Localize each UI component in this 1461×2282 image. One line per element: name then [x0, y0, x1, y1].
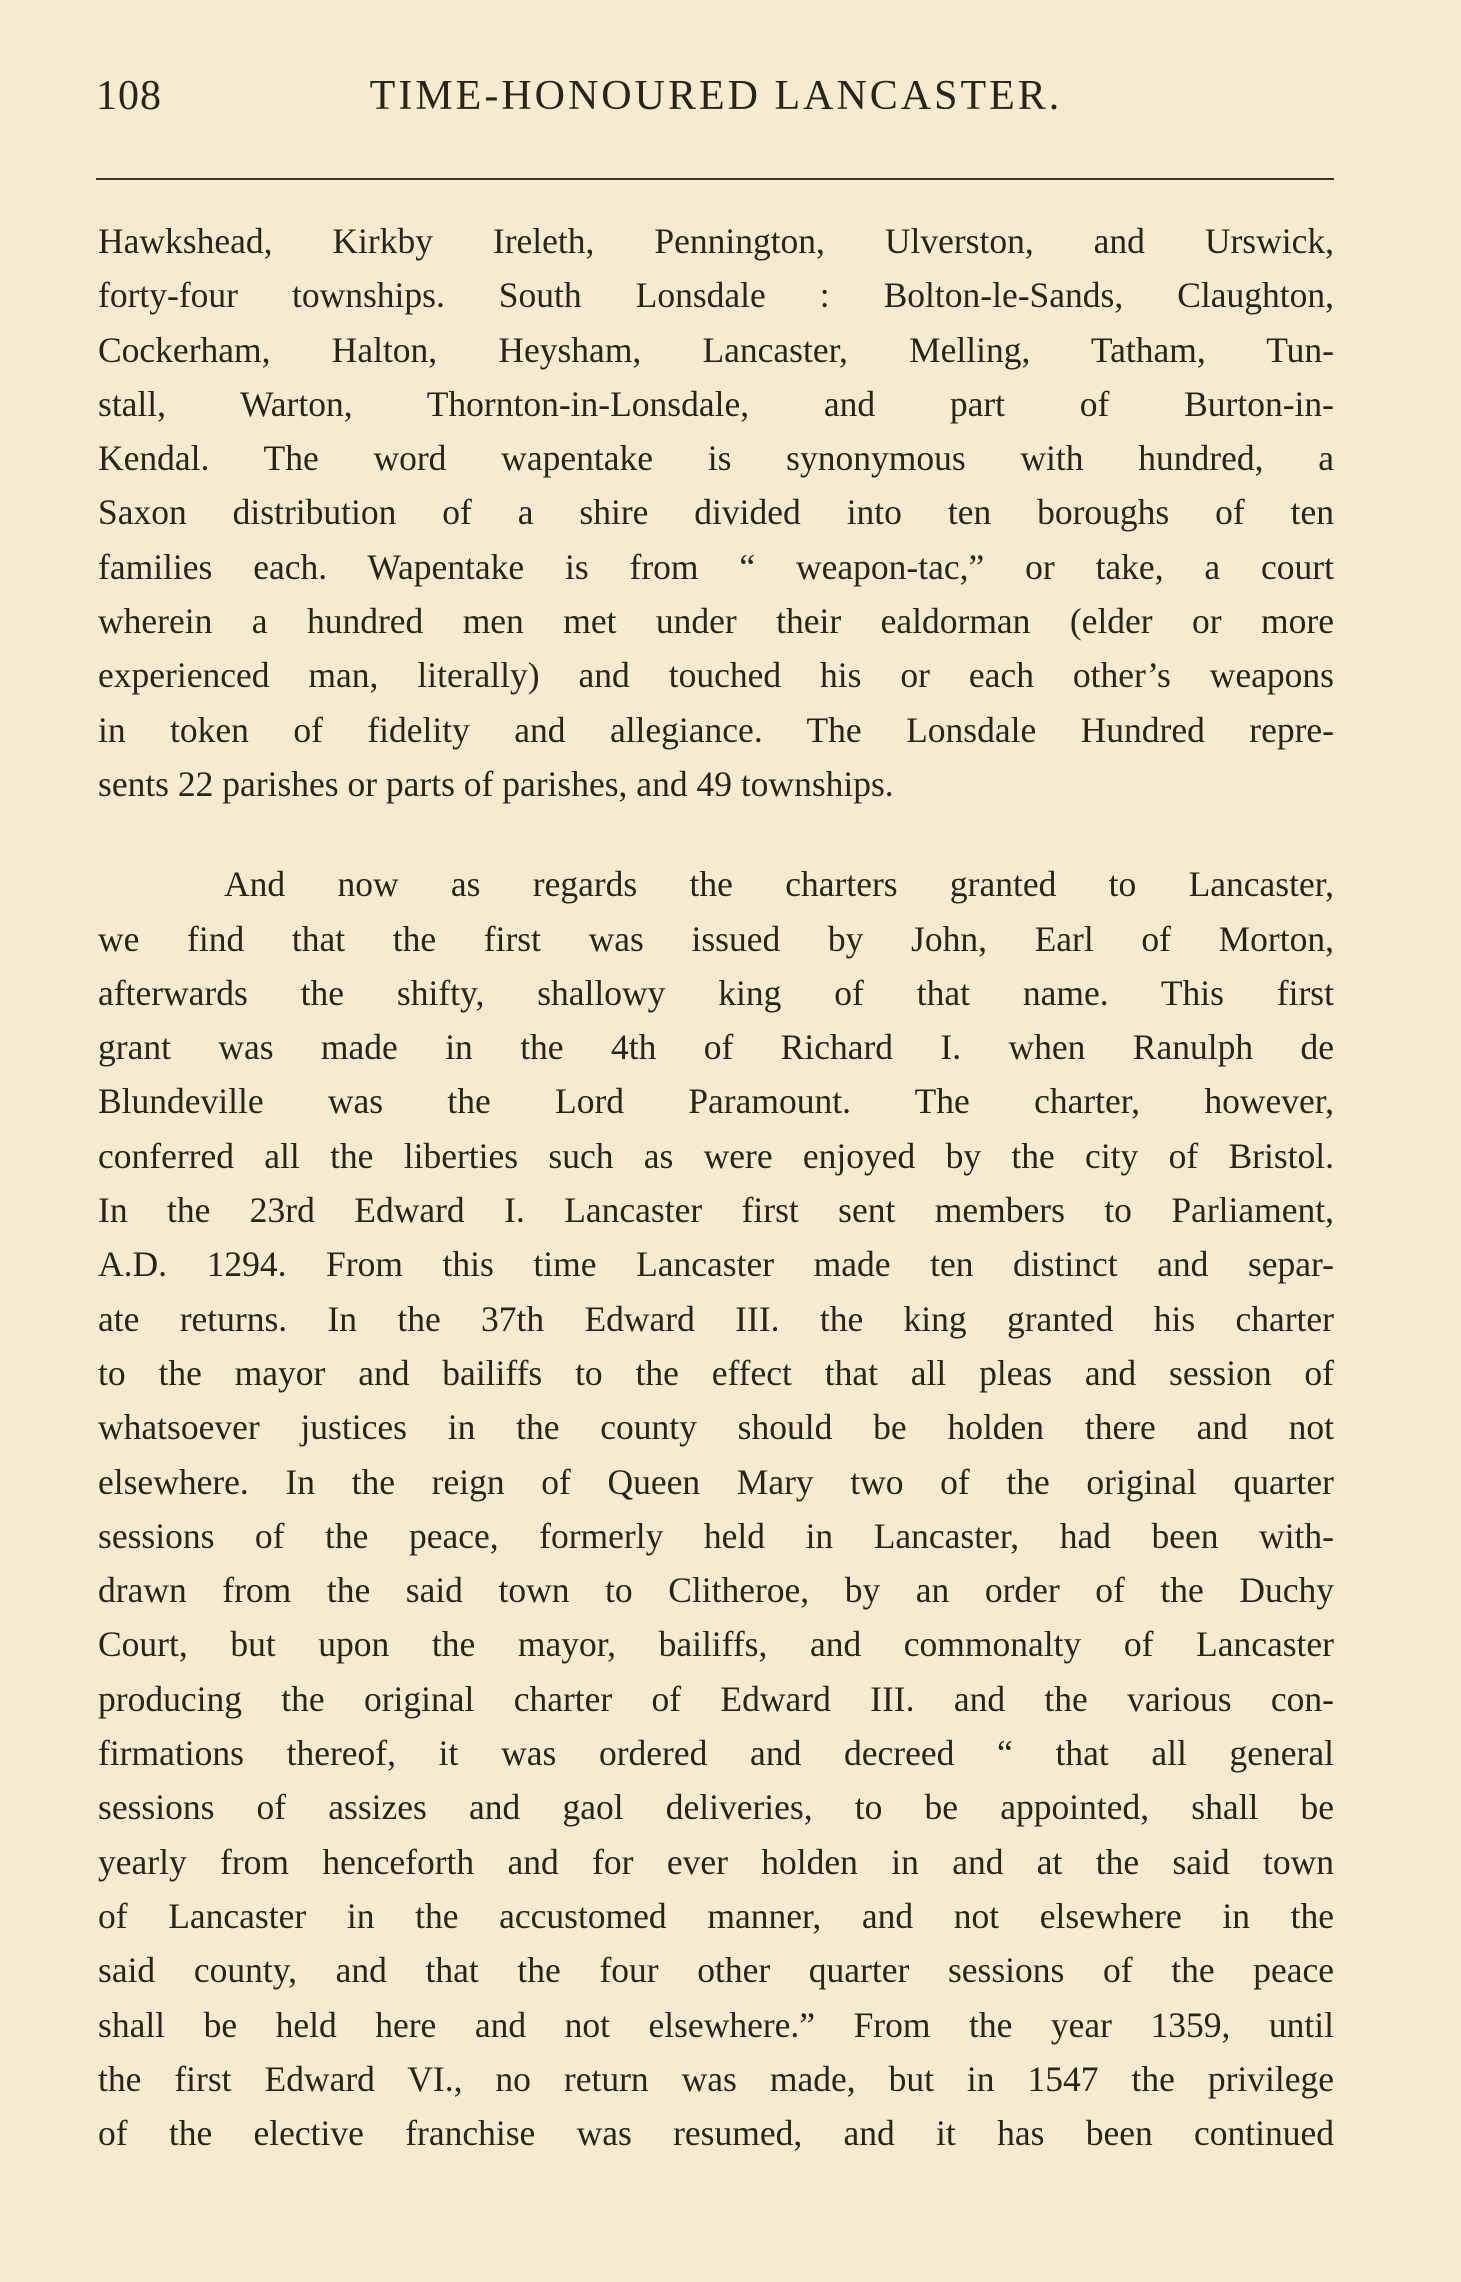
page-header [96, 72, 1336, 132]
text-line: afterwards the shifty, shallowy king of that name. This first [98, 972, 1334, 1013]
text-line: sents 22 parishes or parts of parishes, and 49 townships. [98, 763, 894, 804]
text-line: In the 23rd Edward I. Lancaster first sent members to Parliament, [98, 1190, 1334, 1231]
paragraph-1 [98, 214, 1334, 811]
text-line: of Lancaster in the accustomed manner, and not elsewhere in the [98, 1895, 1334, 1936]
text-line: And now as regards the charters granted to Lancaster, [224, 864, 1334, 905]
text-line: Saxon distribution of a shire divided into ten boroughs of ten [98, 492, 1334, 533]
text-line: Court, but upon the mayor, bailiffs, and commonalty of Lancaster [98, 1624, 1334, 1665]
text-line: A.D. 1294. From this time Lancaster made ten distinct and separ- [98, 1244, 1334, 1285]
paragraph-gap [98, 811, 1334, 857]
text-line: said county, and that the four other quarter sessions of the peace [98, 1950, 1334, 1991]
text-line: Cockerham, Halton, Heysham, Lancaster, Melling, Tatham, Tun- [98, 329, 1334, 370]
header-rule [96, 178, 1334, 180]
text-line: families each. Wapentake is from “ weapon-tac,” or take, a court [98, 546, 1334, 587]
text-line: grant was made in the 4th of Richard I. when Ranulph de [98, 1027, 1334, 1068]
text-line: Kendal. The word wapentake is synonymous with hundred, a [98, 438, 1334, 479]
text-line: of the elective franchise was resumed, and it has been continued [98, 2113, 1334, 2154]
body-text [98, 214, 1334, 2160]
text-line: yearly from henceforth and for ever holden in and at the said town [98, 1841, 1334, 1882]
text-line: forty-four townships. South Lonsdale : Bolton-le-Sands, Claughton, [98, 275, 1334, 316]
text-line: Blundeville was the Lord Paramount. The charter, however, [98, 1081, 1334, 1122]
text-line: we find that the first was issued by John, Earl of Morton, [98, 918, 1334, 959]
text-line: firmations thereof, it was ordered and decreed “ that all general [98, 1733, 1334, 1774]
text-line: the first Edward VI., no return was made, but in 1547 the privilege [98, 2058, 1334, 2099]
text-line: to the mayor and bailiffs to the effect that all pleas and session of [98, 1352, 1334, 1393]
text-line: producing the original charter of Edward III. and the various con- [98, 1678, 1334, 1719]
text-line: stall, Warton, Thornton-in-Lonsdale, and part of Burton-in- [98, 383, 1334, 424]
text-line: shall be held here and not elsewhere.” From the year 1359, until [98, 2004, 1334, 2045]
text-line: drawn from the said town to Clitheroe, by an order of the Duchy [98, 1570, 1334, 1611]
running-title: TIME-HONOURED LANCASTER. [369, 73, 1063, 119]
text-line: in token of fidelity and allegiance. The Lonsdale Hundred repre- [98, 709, 1334, 750]
page-number: 108 [96, 73, 162, 119]
text-line: ate returns. In the 37th Edward III. the king granted his charter [98, 1298, 1334, 1339]
text-line: wherein a hundred men met under their ealdorman (elder or more [98, 601, 1334, 642]
text-line: sessions of assizes and gaol deliveries, to be appointed, shall be [98, 1787, 1334, 1828]
text-line: sessions of the peace, formerly held in Lancaster, had been with- [98, 1515, 1334, 1556]
paragraph-2 [98, 857, 1334, 2160]
text-line: Hawkshead, Kirkby Ireleth, Pennington, Ulverston, and Urswick, [98, 221, 1334, 261]
text-line: experienced man, literally) and touched his or each other’s weapons [98, 655, 1334, 696]
text-line: conferred all the liberties such as were enjoyed by the city of Bristol. [98, 1135, 1334, 1176]
text-line: whatsoever justices in the county should be holden there and not [98, 1407, 1334, 1448]
text-line: elsewhere. In the reign of Queen Mary two of the original quarter [98, 1461, 1334, 1502]
